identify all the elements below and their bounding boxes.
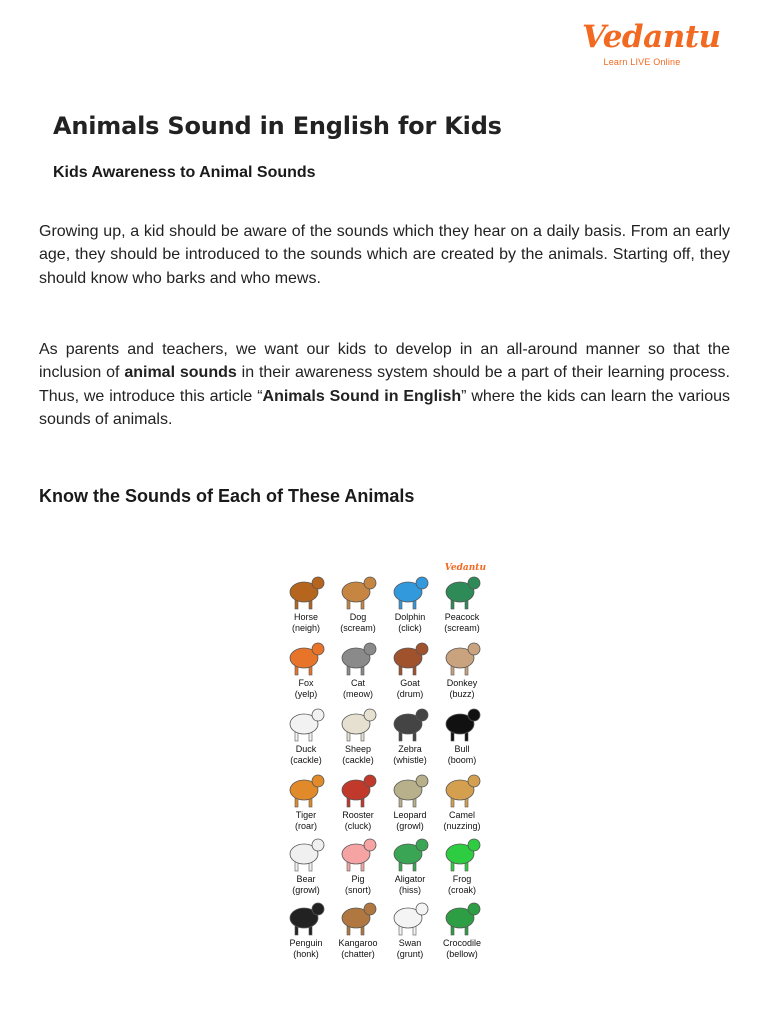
- animal-sound: (scream): [444, 623, 480, 633]
- animal-sound: (chatter): [341, 949, 375, 959]
- animal-card: [436, 766, 488, 832]
- kangaroo-icon: [334, 894, 382, 938]
- animal-sound: (cackle): [342, 755, 374, 765]
- animal-name: Goat: [400, 678, 420, 688]
- animal-name: Peacock: [444, 612, 480, 622]
- animal-card: [332, 894, 384, 960]
- animal-name: Bear: [296, 874, 316, 884]
- peacock-icon: [438, 568, 486, 612]
- section-heading: Know the Sounds of Each of These Animals: [39, 486, 415, 506]
- bold-animal-sounds: animal sounds: [124, 364, 237, 382]
- animal-card: [280, 766, 332, 832]
- animal-card: [436, 894, 488, 960]
- aligator-icon: [386, 830, 434, 874]
- duck-icon: [282, 700, 330, 744]
- animal-card: [384, 700, 436, 766]
- bold-article-title: Animals Sound in English: [262, 387, 462, 405]
- animal-card: [384, 634, 436, 700]
- poster-brand: Vedantu: [444, 563, 486, 573]
- page-subtitle: Kids Awareness to Animal Sounds: [53, 164, 316, 181]
- animal-card: [436, 634, 488, 700]
- animal-name: Cat: [350, 678, 365, 688]
- logo-tagline: Learn LIVE Online: [603, 57, 681, 67]
- dog-icon: [334, 568, 382, 612]
- vedantu-logo: [582, 19, 721, 67]
- animal-card: [332, 830, 384, 896]
- fox-icon: [282, 634, 330, 678]
- donkey-icon: [438, 634, 486, 678]
- animal-name: Penguin: [289, 938, 323, 948]
- rooster-icon: [334, 766, 382, 810]
- animal-name: Sheep: [344, 744, 372, 754]
- zebra-icon: [386, 700, 434, 744]
- animal-card: [436, 568, 488, 634]
- animal-sound: (drum): [396, 689, 424, 699]
- animal-sound: (growl): [396, 821, 424, 831]
- animal-sound: (boom): [447, 755, 477, 765]
- bear-icon: [282, 830, 330, 874]
- animal-name: Bull: [454, 744, 470, 754]
- animal-card: [436, 830, 488, 896]
- animal-sound: (growl): [292, 885, 320, 895]
- animal-sound: (bellow): [446, 949, 478, 959]
- crocodile-icon: [438, 894, 486, 938]
- animal-sound: (click): [398, 623, 422, 633]
- animal-sound: (cackle): [290, 755, 322, 765]
- sheep-icon: [334, 700, 382, 744]
- animal-name: Zebra: [398, 744, 422, 754]
- animal-name: Dolphin: [394, 612, 426, 622]
- animal-sound: (snort): [344, 885, 371, 895]
- animal-name: Camel: [448, 810, 475, 820]
- animal-name: Pig: [351, 874, 365, 884]
- frog-icon: [438, 830, 486, 874]
- animal-card: [280, 700, 332, 766]
- animal-card: [280, 830, 332, 896]
- animal-card: [332, 568, 384, 634]
- animal-name: Leopard: [393, 810, 427, 820]
- animal-sound: (meow): [342, 689, 373, 699]
- bull-icon: [438, 700, 486, 744]
- logo-name: Vedantu: [582, 19, 721, 55]
- animal-name: Duck: [295, 744, 317, 754]
- animal-name: Tiger: [295, 810, 317, 820]
- camel-icon: [438, 766, 486, 810]
- leopard-icon: [386, 766, 434, 810]
- animal-card: [280, 894, 332, 960]
- animal-name: Frog: [452, 874, 472, 884]
- goat-icon: [386, 634, 434, 678]
- animal-name: Swan: [398, 938, 422, 948]
- swan-icon: [386, 894, 434, 938]
- page-title: Animals Sound in English for Kids: [53, 112, 502, 140]
- animal-sound: (cluck): [344, 821, 372, 831]
- animal-sound: (scream): [340, 623, 376, 633]
- animal-name: Fox: [298, 678, 314, 688]
- animal-name: Rooster: [342, 810, 374, 820]
- animal-name: Dog: [349, 612, 367, 622]
- animal-card: [280, 634, 332, 700]
- intro-paragraph: Growing up, a kid should be aware of the sounds which they hear on a daily basis. From an early age, they should be introduced to the sounds which are created by the animals. Starting off, they should know who barks and who mews.: [39, 223, 730, 287]
- animal-card: [384, 894, 436, 960]
- cat-icon: [334, 634, 382, 678]
- animal-card: [332, 634, 384, 700]
- animal-card: [384, 568, 436, 634]
- animal-sound: (hiss): [399, 885, 421, 895]
- animal-name: Kangaroo: [338, 938, 378, 948]
- animal-sound: (yelp): [294, 689, 318, 699]
- penguin-icon: [282, 894, 330, 938]
- animal-card: [332, 766, 384, 832]
- animal-sound: (whistle): [393, 755, 427, 765]
- animal-sound: (nuzzing): [443, 821, 481, 831]
- animal-sound: (roar): [295, 821, 317, 831]
- animal-name: Aligator: [394, 874, 426, 884]
- tiger-icon: [282, 766, 330, 810]
- paragraph-text: As parents and teachers, we want our kids to develop in an all-around manner so that the inclusion of: [39, 341, 730, 382]
- animal-name: Donkey: [446, 678, 478, 688]
- animal-name: Horse: [293, 612, 318, 622]
- animal-card: [332, 700, 384, 766]
- animal-sounds-poster: [280, 562, 488, 959]
- animal-sound: (croak): [447, 885, 476, 895]
- animal-card: [280, 568, 332, 634]
- pig-icon: [334, 830, 382, 874]
- animal-sound: (neigh): [291, 623, 320, 633]
- animal-card: [384, 766, 436, 832]
- animal-card: [436, 700, 488, 766]
- paragraph-text: ” where the kids can learn the various sounds of animals.: [39, 387, 731, 428]
- animal-card: [384, 830, 436, 896]
- animal-sound: (buzz): [449, 689, 475, 699]
- paragraph-text: in their awareness system should be a part of their learning process. Thus, we introduce this article “: [39, 364, 731, 405]
- animal-sound: (grunt): [396, 949, 424, 959]
- dolphin-icon: [386, 568, 434, 612]
- horse-icon: [282, 568, 330, 612]
- animal-sound: (honk): [293, 949, 319, 959]
- animal-name: Crocodile: [442, 938, 482, 948]
- parents-paragraph: [39, 338, 730, 431]
